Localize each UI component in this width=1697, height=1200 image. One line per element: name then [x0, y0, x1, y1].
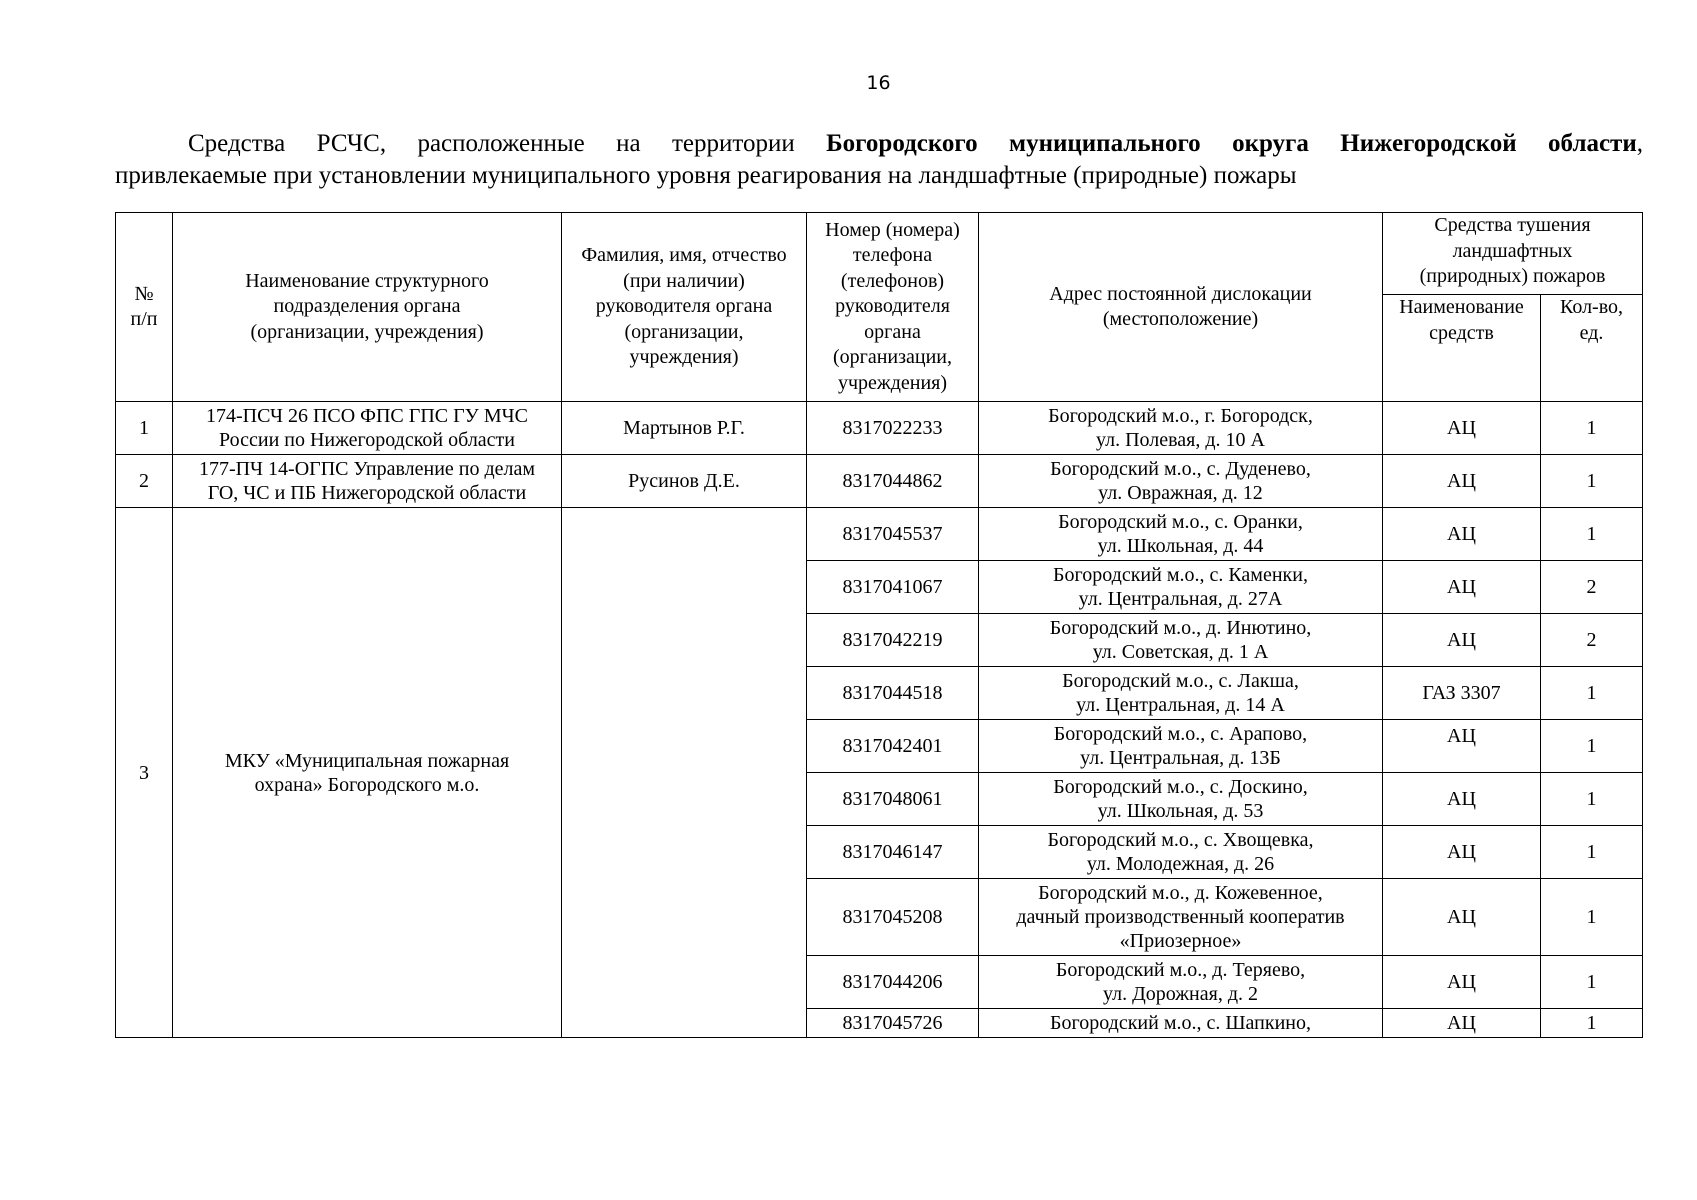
text-line: Кол-во,: [1559, 296, 1624, 318]
heading-line-1: [115, 128, 1643, 160]
text-line: ул. Центральная, д. 27А: [1078, 588, 1283, 610]
text-line: телефона: [852, 244, 933, 267]
text-line: Богородский м.о., с. Каменки,: [1053, 564, 1308, 586]
row-count: 1: [1541, 879, 1643, 956]
rschs-means-table: [115, 212, 1643, 1038]
text-line: Богородский м.о., с. Хвощевка,: [1047, 829, 1314, 851]
row-means: АЦ: [1383, 956, 1541, 1009]
text-line: Богородский м.о., д. Кожевенное,: [1038, 882, 1323, 904]
row-num: 3: [116, 508, 173, 1038]
text-line: ГО, ЧС и ПБ Нижегородской области: [207, 482, 527, 504]
row-phone: 8317044862: [807, 455, 979, 508]
row-phone: 8317048061: [807, 773, 979, 826]
heading-bold-region: Богородского муниципального округа Нижегородской области: [826, 130, 1637, 157]
row-means: АЦ: [1383, 402, 1541, 455]
row-count: 2: [1541, 614, 1643, 667]
text-line: ул. Центральная, д. 14 А: [1076, 694, 1285, 716]
text-line: Адрес постоянной дислокации: [1049, 282, 1312, 305]
row-count: 1: [1541, 826, 1643, 879]
row-address: [979, 455, 1383, 508]
row-means: АЦ: [1383, 879, 1541, 956]
row-phone: 8317044518: [807, 667, 979, 720]
row-means: АЦ: [1383, 1009, 1541, 1038]
row-phone: 8317045537: [807, 508, 979, 561]
text-line: (природных) пожаров: [1419, 265, 1606, 287]
text-line: учреждения): [629, 346, 739, 369]
row-unit: [173, 508, 562, 1038]
row-address: [979, 561, 1383, 614]
col-means-name-header: [1383, 295, 1541, 402]
text-line: МКУ «Муниципальная пожарная: [224, 749, 510, 772]
text-line: Средства тушения: [1434, 214, 1591, 236]
text-line: Номер (номера): [825, 218, 960, 241]
row-address: [979, 773, 1383, 826]
row-address: [979, 826, 1383, 879]
row-phone: 8317041067: [807, 561, 979, 614]
text-line: ул. Молодежная, д. 26: [1086, 853, 1275, 875]
row-count: 1: [1541, 667, 1643, 720]
col-head-header: [562, 213, 807, 402]
row-phone: 8317044206: [807, 956, 979, 1009]
text-line: Фамилия, имя, отчество: [581, 244, 787, 267]
col-unit-header: [173, 213, 562, 402]
text-line: учреждения): [837, 371, 948, 394]
table-row: [116, 508, 1643, 561]
text-line: дачный производственный кооператив: [1016, 906, 1345, 928]
row-phone: 8317045208: [807, 879, 979, 956]
row-count: 1: [1541, 773, 1643, 826]
table-body: [116, 402, 1643, 1038]
document-heading: [115, 128, 1643, 192]
text-line: ул. Дорожная, д. 2: [1102, 983, 1259, 1005]
row-count: 1: [1541, 956, 1643, 1009]
text-line: п/п: [130, 308, 158, 330]
text-line: ул. Советская, д. 1 А: [1092, 641, 1269, 663]
text-line: Богородский м.о., д. Теряево,: [1055, 959, 1306, 981]
row-address: [979, 402, 1383, 455]
text-line: (местоположение): [1102, 308, 1259, 330]
text-line: (организации,: [832, 346, 953, 369]
page-number: 16: [866, 72, 891, 94]
row-means: АЦ: [1383, 561, 1541, 614]
table-row: [116, 455, 1643, 508]
row-means: АЦ: [1383, 720, 1541, 773]
row-phone: 8317042401: [807, 720, 979, 773]
row-head: Мартынов Р.Г.: [562, 402, 807, 455]
text-line: ул. Полевая, д. 10 А: [1095, 429, 1265, 451]
text-line: ул. Овражная, д. 12: [1098, 482, 1263, 504]
row-count: 1: [1541, 720, 1643, 773]
text-line: ул. Школьная, д. 53: [1097, 800, 1264, 822]
table-row: [116, 402, 1643, 455]
row-means: АЦ: [1383, 455, 1541, 508]
text-line: «Приозерное»: [1119, 930, 1242, 952]
text-line: органа: [864, 320, 921, 343]
heading-intro: Средства РСЧС, расположенные на территории: [188, 130, 827, 157]
row-phone: 8317046147: [807, 826, 979, 879]
text-line: охрана» Богородского м.о.: [254, 773, 480, 796]
row-num: 2: [116, 455, 173, 508]
row-address: [979, 508, 1383, 561]
row-address: [979, 614, 1383, 667]
col-address-header: [979, 213, 1383, 402]
text-line: Богородский м.о., д. Инютино,: [1049, 617, 1312, 639]
text-line: (телефонов): [840, 269, 945, 292]
text-line: ед.: [1579, 321, 1604, 344]
text-line: (организации, учреждения): [250, 320, 484, 343]
text-line: (при наличии): [623, 269, 745, 292]
row-means: АЦ: [1383, 826, 1541, 879]
row-address: [979, 720, 1383, 773]
row-means: АЦ: [1383, 508, 1541, 561]
text-line: подразделения органа: [273, 295, 461, 318]
text-line: руководителя органа: [595, 295, 773, 318]
row-unit: [173, 455, 562, 508]
row-num: 1: [116, 402, 173, 455]
row-phone: 8317045726: [807, 1009, 979, 1038]
text-line: 174-ПСЧ 26 ПСО ФПС ГПС ГУ МЧС: [206, 405, 528, 427]
row-head: Русинов Д.Е.: [562, 455, 807, 508]
text-line: ул. Центральная, д. 13Б: [1080, 747, 1281, 769]
text-line: Богородский м.о., с. Дуденево,: [1050, 458, 1311, 480]
row-phone: 8317022233: [807, 402, 979, 455]
text-line: Богородский м.о., с. Арапово,: [1053, 723, 1308, 745]
row-means: АЦ: [1383, 614, 1541, 667]
text-line: средств: [1429, 321, 1494, 344]
text-line: Богородский м.о., с. Доскино,: [1053, 776, 1308, 798]
row-address: [979, 1009, 1383, 1038]
row-count: 2: [1541, 561, 1643, 614]
row-address: [979, 956, 1383, 1009]
col-means-count-header: [1541, 295, 1643, 402]
text-line: Богородский м.о., г. Богородск,: [1048, 405, 1313, 427]
text-line: России по Нижегородской области: [218, 429, 515, 451]
text-line: Богородский м.о., с. Оранки,: [1058, 511, 1303, 533]
text-line: Наименование: [1399, 296, 1524, 318]
row-head: [562, 508, 807, 1038]
col-phone-header: [807, 213, 979, 402]
row-count: 1: [1541, 455, 1643, 508]
row-count: 1: [1541, 402, 1643, 455]
row-count: 1: [1541, 1009, 1643, 1038]
row-unit: [173, 402, 562, 455]
col-means-group-header: [1383, 213, 1643, 295]
row-count: 1: [1541, 508, 1643, 561]
text-line: ландшафтных: [1452, 239, 1573, 262]
heading-line-2: привлекаемые при установлении муниципального уровня реагирования на ландшафтные (природные) пожары: [115, 162, 1297, 189]
text-line: руководителя: [835, 295, 950, 318]
heading-comma: ,: [1636, 130, 1643, 157]
text-line: ул. Школьная, д. 44: [1097, 535, 1264, 557]
text-line: Наименование структурного: [245, 269, 489, 292]
row-address: [979, 667, 1383, 720]
text-line: Богородский м.о., с. Лакша,: [1062, 670, 1299, 692]
row-address: [979, 879, 1383, 956]
col-num-header: [116, 213, 173, 402]
row-phone: 8317042219: [807, 614, 979, 667]
row-means: АЦ: [1383, 773, 1541, 826]
text-line: (организации,: [624, 320, 744, 343]
text-line: №: [134, 282, 154, 305]
text-line: 177-ПЧ 14-ОГПС Управление по делам: [198, 458, 536, 480]
text-line: Богородский м.о., с. Шапкино,: [1050, 1012, 1311, 1034]
row-means: ГАЗ 3307: [1383, 667, 1541, 720]
